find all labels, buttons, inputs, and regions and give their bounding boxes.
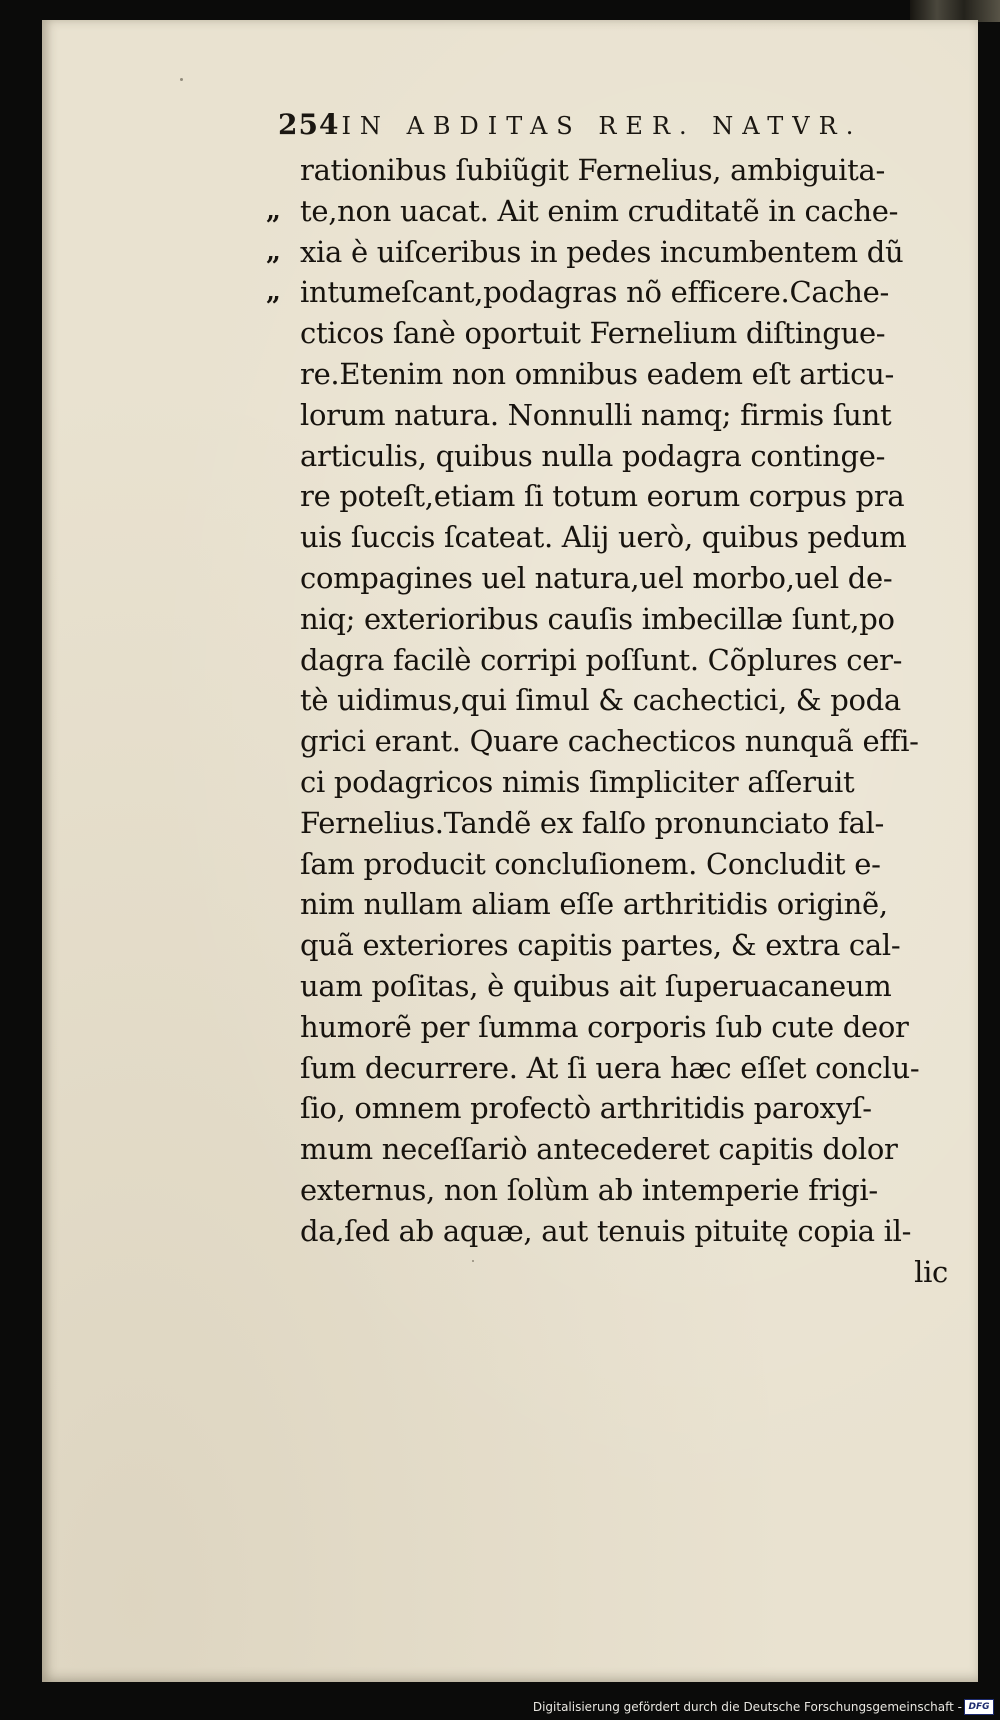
adjacent-page-edge xyxy=(910,0,1000,22)
text-line-content: dagra facilè corripi poſſunt. Cõplures cer- xyxy=(300,642,903,677)
text-line xyxy=(300,476,960,517)
text-line-content: articulis, quibus nulla podagra continge- xyxy=(300,438,886,473)
text-line-content: nim nullam aliam eſſe arthritidis originẽ, xyxy=(300,887,888,922)
text-line xyxy=(266,272,960,313)
running-title: IN ABDITAS RER. NATVR. xyxy=(341,112,863,140)
dfg-logo: DFG xyxy=(964,1699,994,1715)
text-line-content: compagines uel natura,uel morbo,uel de- xyxy=(300,560,893,595)
paper-speck xyxy=(180,78,183,81)
text-line-content: re.Etenim non omnibus eadem eſt articu- xyxy=(300,356,894,391)
text-line-content: rationibus ſubiũgit Fernelius, ambiguita- xyxy=(300,153,886,187)
text-line-content: uam poſitas, è quibus ait ſuperuacaneum xyxy=(300,968,892,1003)
text-line xyxy=(266,232,960,273)
text-line xyxy=(300,558,960,599)
quotation-marker: „ xyxy=(266,195,279,226)
text-line xyxy=(300,1170,960,1211)
text-line xyxy=(300,354,960,395)
text-line-content: ſum decurrere. At ſi uera hæc eſſet conclu- xyxy=(300,1050,920,1085)
quotation-marker: „ xyxy=(266,277,279,308)
text-line xyxy=(300,721,960,762)
text-line xyxy=(300,1088,960,1129)
text-line-content: ci podagricos nimis ſimpliciter aſſeruit xyxy=(300,764,855,799)
text-line xyxy=(300,762,960,803)
text-line-content: quã exteriores capitis partes, & extra cal- xyxy=(300,928,901,963)
text-line xyxy=(300,1252,960,1293)
footer-bar xyxy=(0,1692,1000,1720)
funding-note: Digitalisierung gefördert durch die Deutsche Forschungsgemeinschaft - xyxy=(532,1700,962,1714)
text-line-content: intumeſcant,podagras nõ efficere.Cache- xyxy=(300,275,890,310)
running-head xyxy=(278,108,918,148)
text-line xyxy=(300,150,960,191)
text-line-content: mum neceſſariò antecederet capitis dolor xyxy=(300,1132,898,1167)
text-line xyxy=(300,395,960,436)
page-number: 254 xyxy=(278,108,340,141)
text-line-content: externus, non ſolùm ab intemperie frigi- xyxy=(300,1172,878,1207)
text-line-content: Fernelius.Tandẽ ex falſo pronunciato fal- xyxy=(300,805,885,840)
text-line-content: ſam producit concluſionem. Concludit e- xyxy=(300,846,881,881)
text-line-content: grici erant. Quare cachecticos nunquã effi- xyxy=(300,724,919,759)
body-text xyxy=(266,150,960,1292)
text-line-content: uis ſuccis ſcateat. Alij uerò, quibus pedum xyxy=(300,520,907,555)
text-line-content: lorum natura. Nonnulli namq; firmis ſunt xyxy=(300,397,892,432)
text-line xyxy=(300,1129,960,1170)
text-line xyxy=(300,966,960,1007)
text-line-content: tè uidimus,qui ſimul & cachectici, & poda xyxy=(300,683,901,718)
text-line xyxy=(300,884,960,925)
text-line xyxy=(300,436,960,477)
text-line xyxy=(300,1211,960,1252)
text-line xyxy=(300,844,960,885)
text-line-content: te,non uacat. Ait enim cruditatẽ in cache- xyxy=(300,193,899,228)
text-line xyxy=(266,191,960,232)
text-line-content: re poteſt,etiam ſi totum eorum corpus pra xyxy=(300,479,905,514)
text-line-content: xia è uiſceribus in pedes incumbentem dũ xyxy=(300,234,904,269)
text-line-content: niq; exterioribus cauſis imbecillæ ſunt,po xyxy=(300,601,895,636)
text-line xyxy=(300,640,960,681)
text-line xyxy=(300,925,960,966)
text-line xyxy=(300,1007,960,1048)
text-line xyxy=(300,1048,960,1089)
text-line xyxy=(300,599,960,640)
quotation-marker: „ xyxy=(266,236,279,267)
text-line-content: cticos ſanè oportuit Fernelium diſtingue- xyxy=(300,316,886,351)
text-line-content: humorẽ per ſumma corporis ſub cute deor xyxy=(300,1009,909,1044)
text-line xyxy=(300,803,960,844)
text-line-content: lic xyxy=(914,1254,948,1289)
text-line-content: ſio, omnem profectò arthritidis paroxyſ- xyxy=(300,1091,872,1126)
text-line xyxy=(300,313,960,354)
text-line xyxy=(300,680,960,721)
text-line xyxy=(300,517,960,558)
text-line-content: da,ſed ab aquæ, aut tenuis pituitę copia il- xyxy=(300,1213,912,1248)
